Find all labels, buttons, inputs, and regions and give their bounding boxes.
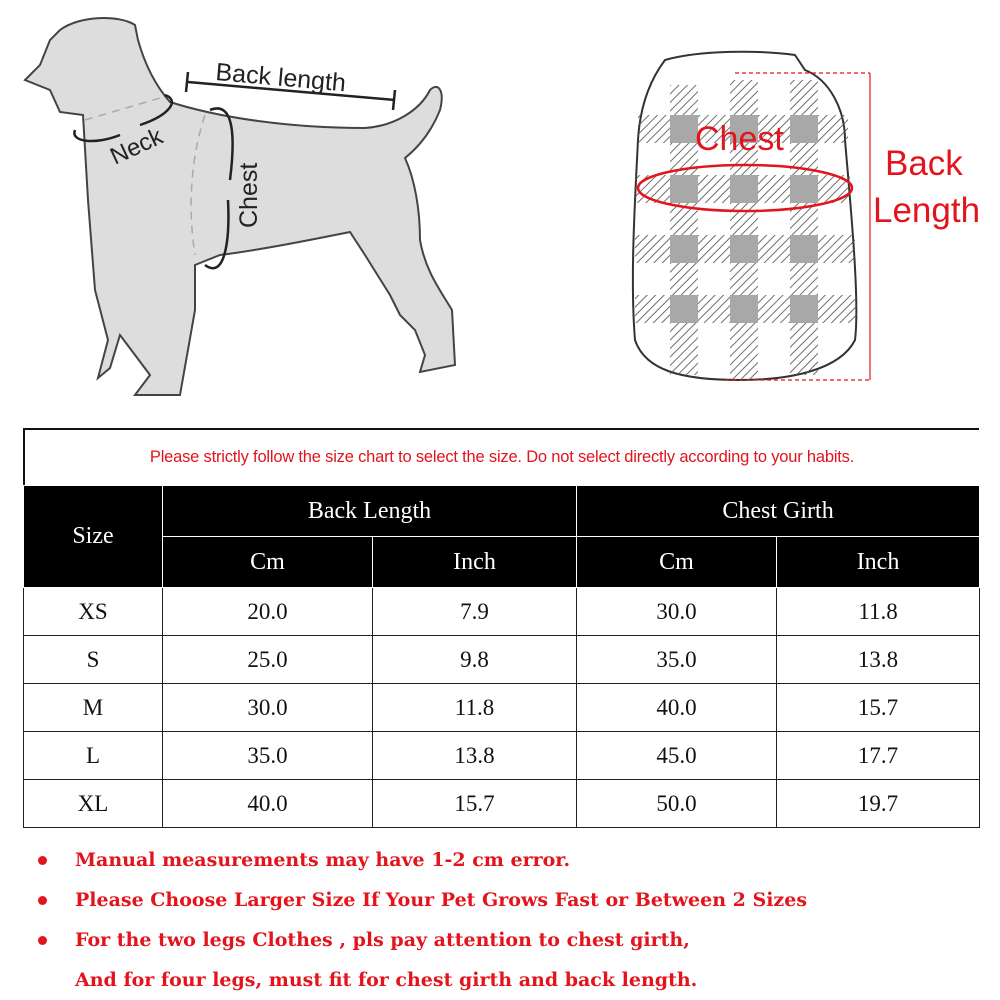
chest-inch-cell: 19.7 [777,780,980,828]
back-inch-cell: 15.7 [373,780,577,828]
chest-cm-cell: 35.0 [577,636,777,684]
table-row [24,636,980,684]
size-cell: XS [24,588,163,636]
chest-inch-cell: 15.7 [777,684,980,732]
back-length-label: Back length [214,58,348,98]
chest-cm-cell: 30.0 [577,588,777,636]
chest-cm-cell: 40.0 [577,684,777,732]
dog-measurement-diagram [20,10,520,400]
size-chart [23,428,979,828]
note-item [38,840,807,880]
chest-cm-cell: 50.0 [577,780,777,828]
bullet-icon [38,896,47,905]
back-cm-cell: 40.0 [163,780,373,828]
back-cm-cell: 25.0 [163,636,373,684]
size-header: Size [24,486,163,588]
bullet-icon [38,856,47,865]
back-cm-cell: 30.0 [163,684,373,732]
table-row [24,588,980,636]
back-cm-cell: 35.0 [163,732,373,780]
chest-cm-cell: 45.0 [577,732,777,780]
chest-inch-cell: 13.8 [777,636,980,684]
unit-header-back-cm: Cm [163,537,373,588]
note-item [38,880,807,920]
size-notice: Please strictly follow the size chart to select the size. Do not select directly according to your habits. [23,428,979,485]
unit-header-chest-cm: Cm [577,537,777,588]
table-row [24,732,980,780]
bullet-icon [38,936,47,945]
size-cell: S [24,636,163,684]
neck-label: Neck [106,122,168,171]
back-inch-cell: 11.8 [373,684,577,732]
chest-inch-cell: 11.8 [777,588,980,636]
size-cell: L [24,732,163,780]
chest-label: Chest [695,120,784,158]
back-inch-cell: 9.8 [373,636,577,684]
note-text: For the two legs Clothes , pls pay attention to chest girth, [75,929,690,951]
chest-inch-cell: 17.7 [777,732,980,780]
vest-measurement-diagram [620,50,1000,390]
back-cm-cell: 20.0 [163,588,373,636]
note-text: Please Choose Larger Size If Your Pet Grows Fast or Between 2 Sizes [75,889,808,911]
chest-label: Chest [235,162,263,228]
back-length-header: Back Length [163,486,577,537]
note-text: Manual measurements may have 1-2 cm error. [75,849,571,871]
table-row [24,780,980,828]
chest-girth-header: Chest Girth [577,486,980,537]
note-text: And for four legs, must fit for chest girth and back length. [75,969,698,991]
size-notes [38,840,807,1000]
back-inch-cell: 13.8 [373,732,577,780]
back-inch-cell: 7.9 [373,588,577,636]
note-item [38,920,807,960]
table-row [24,684,980,732]
unit-header-chest-inch: Inch [777,537,980,588]
size-table [23,485,980,828]
back-length-label-line1: Back [885,144,963,183]
unit-header-back-inch: Inch [373,537,577,588]
size-cell: XL [24,780,163,828]
back-length-label-line2: Length [873,191,981,230]
note-item-continuation [38,960,807,1000]
size-cell: M [24,684,163,732]
